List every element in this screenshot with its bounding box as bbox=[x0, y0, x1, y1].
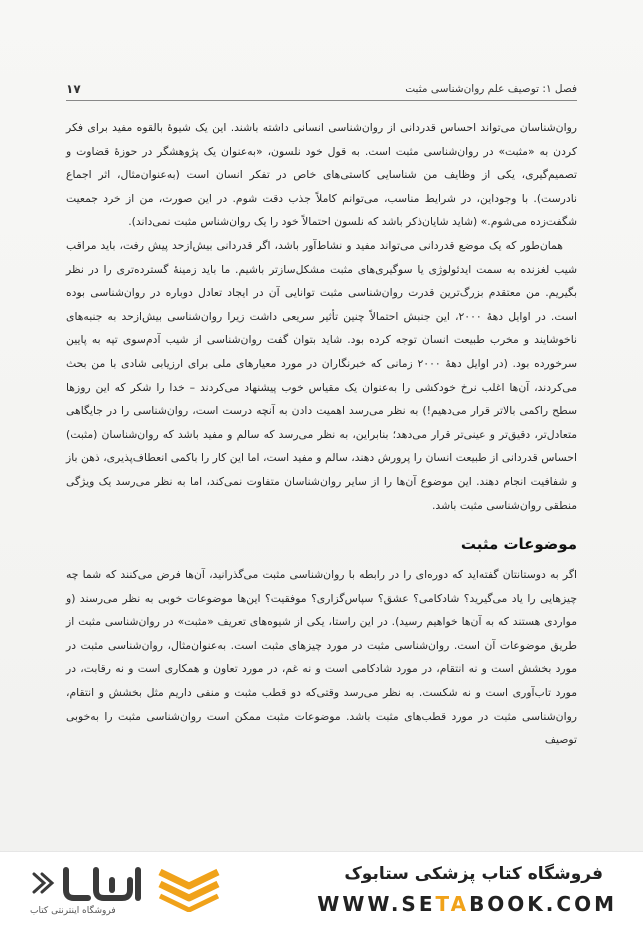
shop-name: فروشگاه کتاب پزشکی ستابوک bbox=[344, 864, 603, 884]
chapter-title: فصل ۱: توصیف علم روان‌شناسی مثبت bbox=[405, 83, 577, 95]
page-body bbox=[66, 116, 577, 752]
publisher-footer bbox=[0, 851, 643, 926]
section-paragraph: اگر به دوستانتان گفته‌اید که دوره‌ای را در رابطه با روان‌شناسی مثبت می‌گذرانید، آن‌ها فرض می‌کنند که شما چه چیزهایی را یاد می‌گیرید؟ شادکامی؟ عشق؟ سپاس‌گزاری؟ موفقیت؟ این‌ها موضوعات خوبی به نظر می‌رسند (و مواردی هستند که به آن‌ها خواهیم رسید). در این راستا، یکی از شیوه‌های تعریف «مثبت» در روان‌شناسی مثبت از طریق موضوعات آن است. روان‌شناسی مثبت در مورد چیزهای مثبت است. به‌عنوان‌مثال، روان‌شناسی مثبت در مورد بخشش است و نه انتقام، در مورد شادکامی است و نه غم، در مورد تعاون و همکاری است و نه رقابت، در مورد تاب‌آوری است و نه شکست. به نظر می‌رسد وقتی‌که دو قطب مثبت و منفی داریم مثل بخشش و انتقام، روان‌شناسی مثبت در مورد قطب‌های مثبت باشد. موضوعات مثبت ممکن است روان‌شناسی مثبت را به‌خوبی توصیف bbox=[66, 568, 577, 747]
header-divider bbox=[66, 100, 577, 101]
book-stack-icon bbox=[156, 866, 222, 912]
paragraph-1: روان‌شناسان می‌تواند احساس قدردانی از روان‌شناسی انسانی داشته باشند. این یک شیوهٔ بالقوه مفید برای فکر کردن به «مثبت» در روان‌شناسی مثبت است. به قول خود نلسون، «به‌عنوان یک پژوهشگر در حوزهٔ قضاوت و تصمیم‌گیری، یکی از وظایف من شناسایی کاستی‌های خاص در تفکر انسان است (به‌عنوان‌مثال، اثر اجماع نادرست). با وجوداین، در شرایط مناسب، می‌توانم کاملاً جذب دقت شوم. در این صورت، من از خرد جمعیت شگفت‌زده می‌شوم.» (شاید شایان‌ذکر باشد که نلسون احتمالاً خود را یک روان‌شناس مثبت نمی‌داند). bbox=[66, 121, 577, 229]
url-part-3: BOOK.COM bbox=[469, 892, 617, 916]
logo-tagline: فروشگاه اینترنتی کتاب bbox=[30, 906, 116, 916]
paragraph-2: همان‌طور که یک موضع قدردانی می‌تواند مفید و نشاط‌آور باشد، اگر قدردانی بیش‌ازحد پیش رفت، باید مراقب شیب لغزنده به سمت ایدئولوژی یا سوگیری‌های مثبت مشکل‌سازتر باشیم. ما باید زمینهٔ گسترده‌تری را در نظر بگیریم. من معتقدم بزرگ‌ترین قدرت روان‌شناسی مثبت توانایی آن در ایجاد تعادل دوباره در روان‌شناسی بوده است. در اوایل دههٔ ۲۰۰۰، این جنبش احتمالاً چنین تأثیر سریعی داشت زیرا روان‌شناسی بیش‌ازحد به جنبه‌های ناخوشایند و مخرب طبیعت انسان توجه کرده بود. شاید بتوان گفت روان‌شناسی از شیب آدم‌سوی تپه به پایین سرخورده بود. (در اوایل دههٔ ۲۰۰۰ زمانی که خبرنگاران در مورد معیارهای ملی برای ارزیابی شادی با من بحث می‌کردند، آن‌ها اغلب نرخ خودکشی را به‌عنوان یک مقیاس خوب پیشنهاد می‌کردند – خدا را شکر که این روزها سطح راکمی بالاتر قرار می‌دهیم!) به نظر می‌رسد اهمیت دادن به آنچه درست است، روان‌شناسی را در جایگاهی متعادل‌تر، دقیق‌تر و عینی‌تر قرار می‌دهد؛ بنابراین، به نظر می‌رسد که سالم و مفید باشد که روان‌شناسان (مثبت) احساس قدردانی از طبیعت انسان را پرورش دهند، سالم و مفید است، اما این کار را باکمی انعطاف‌پذیری، ذهن باز و شفافیت انجام دهند. این موضوع آن‌ها را از سایر روان‌شناسان متفاوت نمی‌کند، اما به نظر می‌رسد یک ویژگی منطقی روان‌شناسی مثبت باشد. bbox=[66, 238, 578, 512]
shop-url[interactable] bbox=[317, 892, 617, 916]
page-number: ۱۷ bbox=[66, 82, 81, 96]
section-heading: موضوعات مثبت bbox=[460, 535, 577, 554]
page-header bbox=[66, 78, 577, 100]
url-part-accent: TA bbox=[435, 892, 470, 916]
url-part-1: WWW.SE bbox=[317, 892, 436, 916]
